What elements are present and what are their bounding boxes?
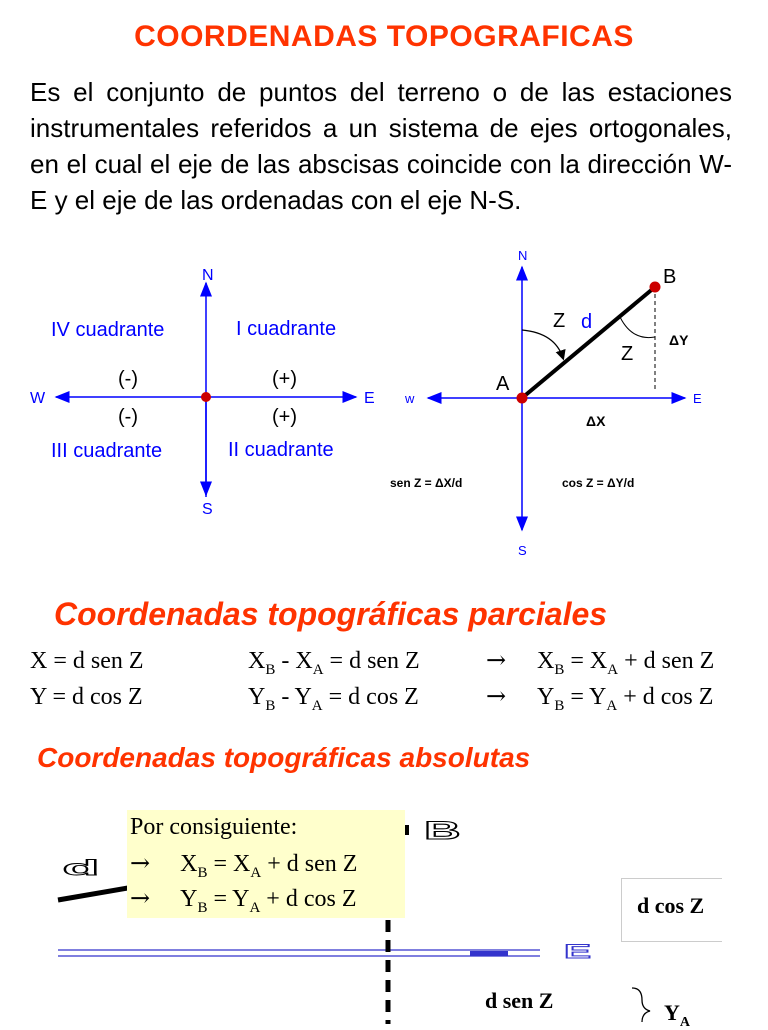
d-segment <box>58 888 128 900</box>
z2-label: Z <box>621 343 634 365</box>
azimuth-arc <box>522 330 563 358</box>
absolutas-heading: Coordenadas topográficas absolutas <box>37 742 531 773</box>
d-outline-label: d <box>62 855 100 880</box>
sign-pos-top: (+) <box>272 368 297 390</box>
b-outline-label: B <box>424 817 461 845</box>
q1-label: I cuadrante <box>236 318 337 340</box>
south-label: S <box>202 501 213 518</box>
origin-point <box>201 392 211 402</box>
dx-label: ΔX <box>586 413 606 429</box>
arrow-x: → <box>486 646 507 674</box>
page-title: COORDENADAS TOPOGRAFICAS <box>134 20 634 53</box>
e-label: E <box>693 391 702 406</box>
quadrant-diagram <box>0 255 400 525</box>
intro-paragraph: Es el conjunto de puntos del terreno o de las estaciones instrumentales referidos a un sistema de ejes ortogonales, en el cual el eje de las abscisas coincide con la dirección W-E y el eje de las ordenadas con el eje N-S. <box>30 77 732 215</box>
point-a <box>517 393 528 404</box>
sign-pos-bottom: (+) <box>272 406 297 428</box>
arrow-y: → <box>486 682 507 710</box>
note-title: Por consiguiente: <box>130 814 298 840</box>
north-label: N <box>202 267 214 284</box>
west-label: W <box>30 390 46 407</box>
east-label: E <box>364 390 375 407</box>
note-line-x: → $X_B = X_A + d$ sen Z <box>130 849 358 881</box>
q4-label: IV cuadrante <box>51 319 165 341</box>
ya-label: $Y_A$ <box>664 1000 691 1030</box>
e-line-mark <box>470 951 508 956</box>
ya-brace <box>632 988 650 1022</box>
dsen-label: d sen Z <box>485 988 554 1013</box>
note-line-y: → $Y_B = Y_A + d$ cos Z <box>130 884 357 916</box>
w-label: w <box>405 391 415 406</box>
b-angle-arc <box>620 317 655 338</box>
dcos-label: d cos Z <box>637 893 705 918</box>
a-label: A <box>496 373 510 395</box>
parciales-heading: Coordenadas topográficas parciales <box>54 596 608 632</box>
cos-formula: cos Z = ΔY/d <box>562 476 635 490</box>
eq-x: $X_B - X_A = d$ sen Z <box>248 648 420 678</box>
n-label: N <box>518 248 528 263</box>
sign-neg-top: (-) <box>118 368 138 390</box>
b-label: B <box>663 266 677 288</box>
lead-x: X = d sen Z <box>30 648 144 674</box>
z-label: Z <box>553 310 566 332</box>
eq-y: $Y_B - Y_A = d$ cos Z <box>248 684 419 714</box>
dy-label: ΔY <box>669 332 689 348</box>
sen-formula: sen Z = ΔX/d <box>390 476 463 490</box>
q3-label: III cuadrante <box>51 440 163 462</box>
s-label: S <box>518 543 527 558</box>
formula-row-2 <box>30 684 143 711</box>
ab-segment <box>522 287 655 398</box>
point-b <box>650 282 661 293</box>
e-outline-label: E <box>564 940 592 963</box>
sign-neg-bottom: (-) <box>118 406 138 428</box>
q2-label: II cuadrante <box>228 439 334 461</box>
result-x: $X_B = X_A + d$ sen Z <box>537 648 715 678</box>
d-label: d <box>581 311 593 333</box>
lead-y: Y = d cos Z <box>30 684 143 710</box>
result-y: $Y_B = Y_A + d$ cos Z <box>537 684 714 714</box>
azimuth-diagram <box>390 245 768 560</box>
formula-row-1 <box>30 648 144 675</box>
